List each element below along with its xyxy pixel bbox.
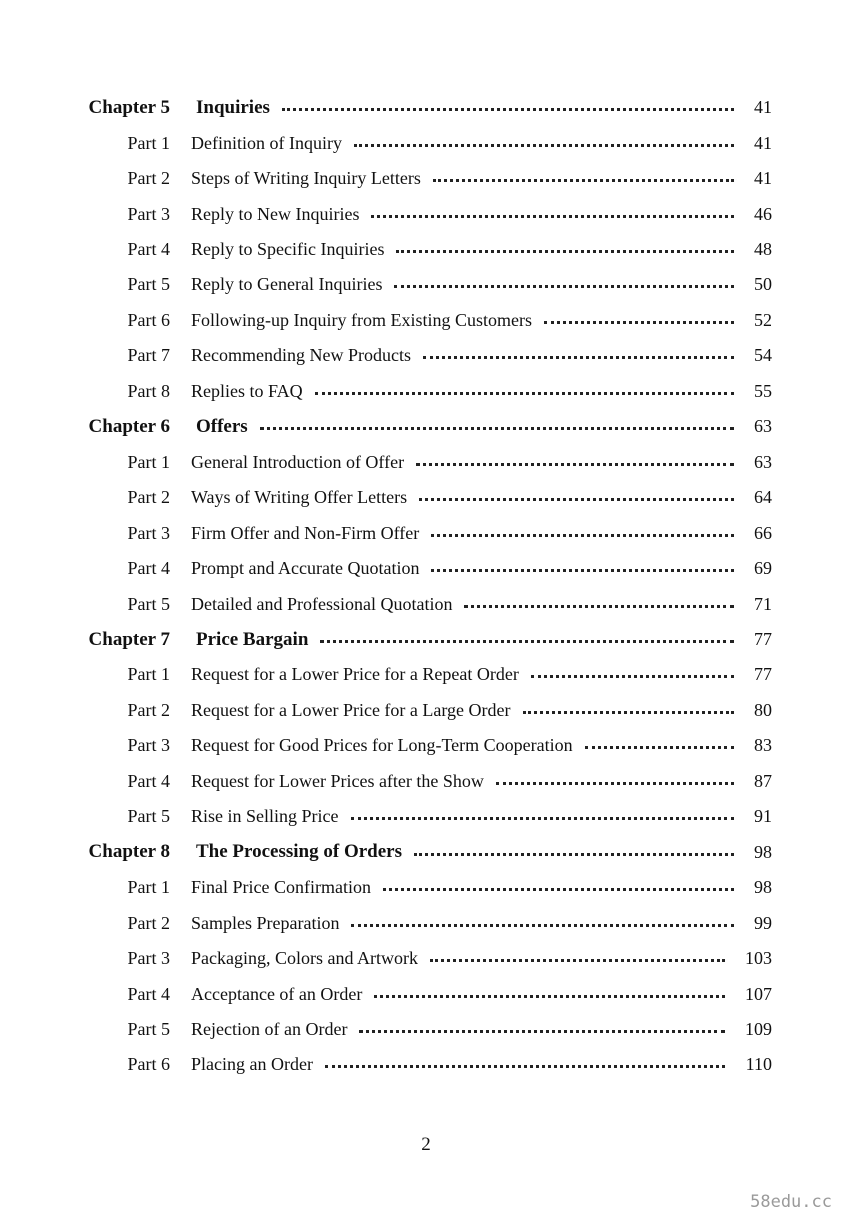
entry-page-number: 54	[754, 345, 772, 366]
dot-leader	[496, 782, 734, 785]
dot-leader	[394, 285, 734, 288]
toc-part-row	[0, 551, 852, 586]
toc-part-row	[0, 515, 852, 550]
entry-title-wrap	[191, 381, 744, 402]
entry-title-wrap	[196, 629, 744, 651]
entry-title-wrap	[191, 452, 744, 473]
entry-title-wrap	[191, 310, 744, 331]
toc-part-row	[0, 1012, 852, 1047]
part-number: Part 1	[127, 451, 170, 472]
part-number: Part 2	[127, 699, 170, 720]
entry-title-wrap	[191, 877, 744, 898]
toc-part-row	[0, 657, 852, 692]
part-number: Part 4	[127, 239, 170, 260]
dot-leader	[354, 144, 734, 147]
dot-leader	[433, 179, 734, 182]
entry-page-number: 83	[754, 735, 772, 756]
dot-leader	[414, 853, 734, 856]
part-number: Part 6	[127, 1054, 170, 1075]
entry-title-wrap	[191, 133, 744, 154]
dot-leader	[371, 215, 734, 218]
entry-page-number: 71	[754, 593, 772, 614]
dot-leader	[315, 392, 734, 395]
part-number: Part 2	[127, 168, 170, 189]
dot-leader	[423, 356, 734, 359]
toc-chapter-row	[0, 409, 852, 444]
dot-leader	[325, 1065, 725, 1068]
entry-title-wrap	[191, 913, 744, 934]
dot-leader	[359, 1030, 725, 1033]
entry-page-number: 41	[754, 132, 772, 153]
toc-part-row	[0, 1047, 852, 1082]
part-number: Part 4	[127, 983, 170, 1004]
entry-page-number: 109	[745, 1019, 772, 1039]
part-number: Part 5	[127, 593, 170, 614]
part-number: Part 4	[127, 558, 170, 579]
part-number: Part 1	[127, 877, 170, 898]
entry-page-number: 41	[754, 168, 772, 189]
part-number: Part 4	[127, 770, 170, 791]
toc-part-row	[0, 125, 852, 160]
part-number: Part 3	[127, 948, 170, 969]
entry-page-number: 110	[745, 1054, 772, 1075]
toc-part-row	[0, 586, 852, 621]
chapter-number: Chapter 7	[88, 628, 170, 650]
entry-page-number: 80	[754, 699, 772, 720]
toc-part-row	[0, 764, 852, 799]
entry-page-number: 98	[754, 877, 772, 898]
part-number: Part 6	[127, 309, 170, 330]
entry-page-number: 98	[754, 841, 772, 862]
chapter-number: Chapter 5	[88, 96, 170, 118]
part-title: Placing an Order	[191, 1054, 313, 1075]
entry-page-number: 48	[754, 239, 772, 260]
dot-leader	[430, 959, 725, 962]
part-number: Part 5	[127, 806, 170, 827]
entry-title-wrap	[191, 204, 744, 225]
entry-page-number: 63	[754, 416, 772, 437]
part-title: General Introduction of Offer	[191, 451, 405, 472]
toc-part-row	[0, 905, 852, 940]
entry-title-wrap	[191, 523, 744, 544]
chapter-number: Chapter 6	[88, 415, 170, 437]
chapter-title: Inquiries	[196, 96, 270, 118]
toc-chapter-row	[0, 622, 852, 657]
toc-part-row	[0, 941, 852, 976]
part-title: Final Price Confirmation	[191, 877, 371, 898]
entry-page-number: 107	[745, 983, 772, 1004]
part-title: Rejection of an Order	[191, 1019, 348, 1039]
entry-page-number: 63	[754, 451, 772, 472]
dot-leader	[523, 711, 734, 714]
part-number: Part 5	[127, 274, 170, 295]
part-title: Following-up Inquiry from Existing Customers	[191, 309, 532, 330]
entry-title-wrap	[191, 806, 744, 827]
dot-leader	[260, 427, 734, 430]
chapter-number: Chapter 8	[88, 841, 170, 863]
entry-title-wrap	[191, 168, 744, 189]
dot-leader	[431, 569, 734, 572]
entry-title-wrap	[191, 558, 744, 579]
entry-title-wrap	[196, 841, 744, 863]
toc-part-row	[0, 693, 852, 728]
chapter-title: Offers	[196, 415, 248, 437]
toc-part-row	[0, 196, 852, 231]
dot-leader	[374, 995, 725, 998]
entry-page-number: 87	[754, 770, 772, 791]
entry-title-wrap	[196, 97, 744, 119]
toc-part-row	[0, 799, 852, 834]
part-number: Part 5	[127, 1019, 170, 1039]
toc-part-row	[0, 976, 852, 1011]
entry-page-number: 52	[754, 309, 772, 330]
dot-leader	[383, 888, 734, 891]
dot-leader	[531, 675, 734, 678]
entry-page-number: 99	[754, 912, 772, 933]
part-title: Firm Offer and Non-Firm Offer	[191, 522, 420, 543]
toc-part-row	[0, 728, 852, 763]
entry-page-number: 91	[754, 806, 772, 827]
part-title: Reply to New Inquiries	[191, 203, 360, 224]
entry-title-wrap	[196, 416, 744, 438]
part-title: Ways of Writing Offer Letters	[191, 487, 408, 508]
part-title: Request for Lower Prices after the Show	[191, 770, 484, 791]
part-title: Recommending New Products	[191, 345, 411, 366]
part-title: Samples Preparation	[191, 912, 340, 933]
entry-title-wrap	[191, 984, 735, 1005]
entry-title-wrap	[191, 735, 744, 756]
entry-title-wrap	[191, 664, 744, 685]
part-title: Reply to General Inquiries	[191, 274, 383, 295]
part-number: Part 2	[127, 487, 170, 508]
part-number: Part 3	[127, 735, 170, 756]
toc-part-row	[0, 338, 852, 373]
entry-title-wrap	[191, 487, 744, 508]
dot-leader	[544, 321, 734, 324]
toc-part-row	[0, 303, 852, 338]
page-number: 2	[421, 1134, 431, 1155]
part-title: Detailed and Professional Quotation	[191, 593, 453, 614]
toc-part-row	[0, 267, 852, 302]
entry-page-number: 77	[754, 664, 772, 685]
watermark: 58edu.cc	[750, 1192, 832, 1212]
entry-title-wrap	[191, 948, 735, 969]
dot-leader	[351, 817, 735, 820]
dot-leader	[585, 746, 734, 749]
entry-page-number: 103	[745, 948, 772, 969]
part-title: Acceptance of an Order	[191, 983, 363, 1004]
entry-page-number: 77	[754, 629, 772, 650]
toc-chapter-row	[0, 835, 852, 870]
part-title: Rise in Selling Price	[191, 806, 339, 827]
part-title: Definition of Inquiry	[191, 132, 342, 153]
dot-leader	[282, 108, 734, 111]
toc-chapter-row	[0, 90, 852, 125]
dot-leader	[464, 605, 734, 608]
part-number: Part 7	[127, 345, 170, 366]
entry-page-number: 50	[754, 274, 772, 295]
entry-title-wrap	[191, 345, 744, 366]
entry-title-wrap	[191, 594, 744, 615]
part-title: Reply to Specific Inquiries	[191, 239, 385, 260]
part-number: Part 3	[127, 522, 170, 543]
entry-title-wrap	[191, 239, 744, 260]
table-of-contents	[0, 90, 852, 1083]
part-title: Request for a Lower Price for a Large Order	[191, 699, 511, 720]
part-number: Part 2	[127, 912, 170, 933]
entry-page-number: 64	[754, 487, 772, 508]
entry-page-number: 66	[754, 522, 772, 543]
entry-title-wrap	[191, 274, 744, 295]
entry-page-number: 55	[754, 380, 772, 401]
part-title: Packaging, Colors and Artwork	[191, 948, 418, 969]
entry-page-number: 41	[754, 97, 772, 118]
chapter-title: The Processing of Orders	[196, 841, 402, 863]
entry-title-wrap	[191, 700, 744, 721]
dot-leader	[419, 498, 734, 501]
entry-title-wrap	[191, 1019, 735, 1040]
toc-part-row	[0, 480, 852, 515]
dot-leader	[351, 924, 734, 927]
part-title: Replies to FAQ	[191, 380, 303, 401]
dot-leader	[416, 463, 734, 466]
entry-title-wrap	[191, 771, 744, 792]
dot-leader	[431, 534, 734, 537]
entry-page-number: 69	[754, 558, 772, 579]
part-number: Part 1	[127, 664, 170, 685]
part-title: Request for a Lower Price for a Repeat Order	[191, 664, 519, 685]
dot-leader	[320, 640, 734, 643]
part-title: Steps of Writing Inquiry Letters	[191, 168, 421, 189]
entry-page-number: 46	[754, 203, 772, 224]
chapter-title: Price Bargain	[196, 628, 309, 650]
toc-part-row	[0, 232, 852, 267]
toc-part-row	[0, 445, 852, 480]
dot-leader	[396, 250, 734, 253]
entry-title-wrap	[191, 1054, 735, 1075]
part-number: Part 8	[127, 380, 170, 401]
toc-part-row	[0, 870, 852, 905]
part-number: Part 1	[127, 132, 170, 153]
part-number: Part 3	[127, 203, 170, 224]
toc-part-row	[0, 374, 852, 409]
toc-part-row	[0, 161, 852, 196]
part-title: Prompt and Accurate Quotation	[191, 558, 420, 579]
part-title: Request for Good Prices for Long-Term Cooperation	[191, 735, 573, 756]
